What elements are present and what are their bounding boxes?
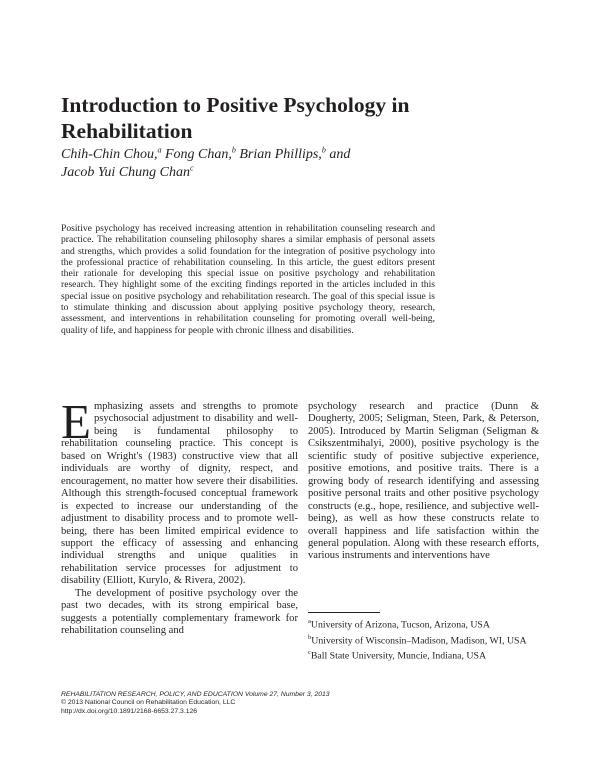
journal-doi[interactable]: http://dx.doi.org/10.1891/2168-6653.27.3.126 [61,707,198,715]
author-name: Fong Chan, [164,147,232,162]
footnote-text: University of Wisconsin–Madison, Madison, WI, USA [311,634,527,646]
title-line-1: Introduction to Positive Psychology in [61,93,410,117]
affiliation-footnotes [308,616,539,663]
affiliation-mark: a [157,145,162,155]
author-name: Chih-Chin Chou, [61,147,158,162]
footnote-divider [308,612,380,613]
affiliation-mark: c [190,163,194,173]
footnote-mark: b [308,633,312,641]
author-name: Jacob Yui Chung Chan [61,165,190,180]
affiliation-mark: b [321,145,326,155]
author-name: Brian Phillips, [239,147,322,162]
footnote [308,647,539,663]
footnote-text: University of Arizona, Tucson, Arizona, USA [310,619,490,631]
body-paragraph: The development of positive psychology over the past two decades, with its strong empirical base, suggests a potentially complementary framework for rehabilitation counseling and [61,587,298,637]
journal-issue: Volume 27, Number 3, 2013 [244,691,330,698]
journal-name: REHABILITATION RESEARCH, POLICY, AND EDUCATION [61,691,243,698]
body-paragraph: psychology research and practice (Dunn & Dougherty, 2005; Seligman, Steen, Park, & Peterson, 2005). Introduced by Martin Seligman (Seligman & Csikszentmihalyi, 2000), positive psychology is the scientific study of positive subjective experience, positive emotions, and positive traits. There is a growing body of research identifying and assessing positive personal traits and other positive psychology constructs (e.g., hope, resilience, and subjective well-being), as well as how these constructs relate to overall happiness and life satisfaction within the general population. Along with these research efforts, various instruments and interventions have [308,401,539,562]
footnote [308,616,539,632]
body-paragraph [61,394,298,588]
drop-cap: E [61,394,91,449]
author-conjunction: and [329,147,351,162]
body-column-left [61,394,298,638]
abstract: Positive psychology has received increasing attention in rehabilitation counseling research and practice. The rehabilitation counseling philosophy shares a similar emphasis of personal assets and strengths, which provides a solid foundation for the integration of positive psychology into the professional practice of rehabilitation counseling. In this article, the guest editors present their rationale for developing this special issue on positive psychology and rehabilitation research. They highlight some of the exciting findings reported in the articles included in this special issue on positive psychology and rehabilitation research. The goal of this special issue is to stimulate thinking and discussion about applying positive psychology theory, research, assessment, and interventions in rehabilitation counseling for promoting overall well-being, quality of life, and happiness for people with chronic illness and disabilities. [61,223,435,336]
article-title [61,92,481,144]
body-column-right [308,401,539,563]
journal-copyright: © 2013 National Council on Rehabilitation Education, LLC [61,699,236,707]
footnote [308,632,539,648]
footnote-mark: a [308,618,311,625]
footnote-mark: c [308,649,311,657]
paragraph-text: mphasizing assets and strengths to promote psychosocial adjustment to disability and well-being is fundamental philosophy to rehabilitation counseling practice. This concept is based on Wright's (1983) constructive view that all individuals are worthy of dignity, respect, and encouragement, no matter how severe their disabilities. Although this strength-focused conceptual framework is expected to increase our understanding of the adjustment to disability process and to promote well-being, there has been limited empirical evidence to support the efficacy of assessing and enhancing individual strengths and unique qualities in rehabilitation service processes for adjustment to disability (Elliott, Kurylo, & Rivera, 2002). [61,401,298,587]
affiliation-mark: b [231,145,236,155]
footnote-text: Ball State University, Muncie, Indiana, USA [310,650,487,662]
author-list [61,146,481,182]
journal-info [61,691,541,716]
title-line-2: Rehabilitation [61,119,193,143]
